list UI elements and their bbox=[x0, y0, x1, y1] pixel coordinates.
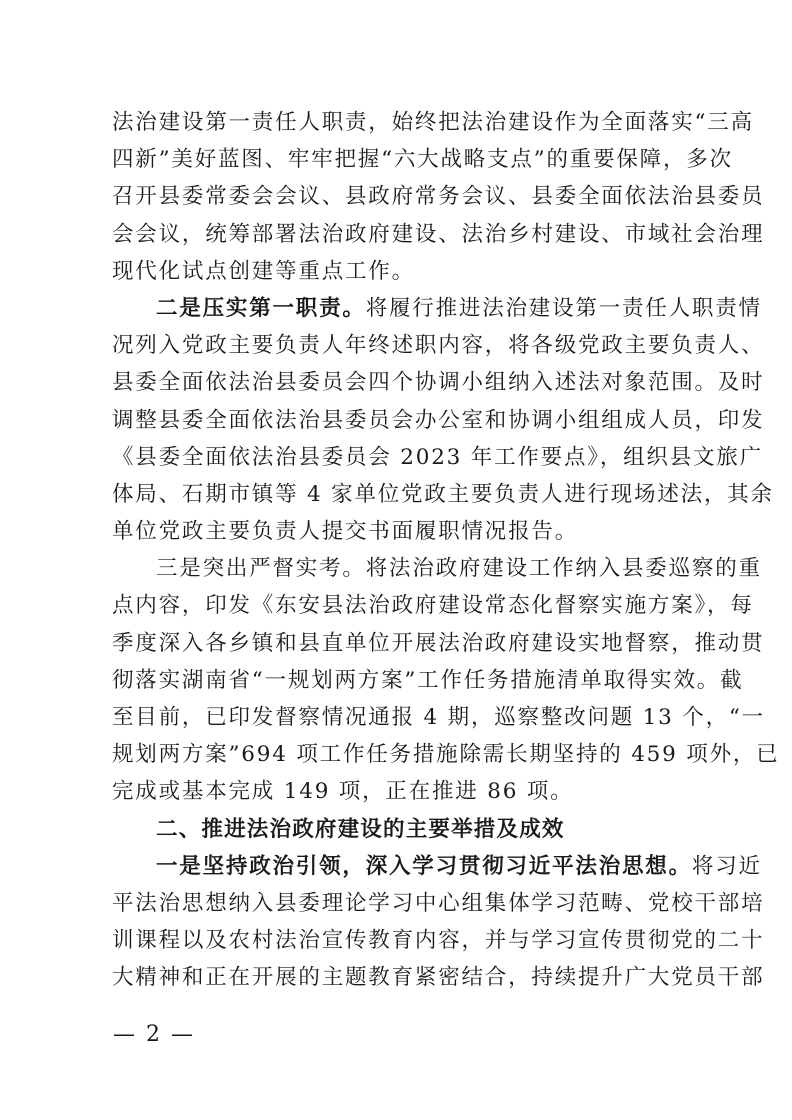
text-line: 彻落实湖南省“一规划两方案”工作任务措施清单取得实效。截 bbox=[112, 667, 744, 693]
paragraph-lead: 一是坚持政治引领，深入学习贯彻习近平法治思想。 bbox=[156, 853, 692, 879]
text-line: 规划两方案”694 项工作任务措施除需长期坚持的 459 项外，已 bbox=[112, 742, 780, 768]
text-line bbox=[112, 848, 762, 885]
text-line: 县委全面依法治县委员会四个协调小组纳入述法对象范围。及时 bbox=[112, 370, 765, 396]
paragraph-first-duty bbox=[112, 290, 774, 550]
text-line: 至目前，已印发督察情况通报 4 期，巡察整改问题 13 个，“一 bbox=[112, 705, 765, 730]
text-line: 训课程以及农村法治宣传教育内容，并与学习宣传贯彻党的二十 bbox=[112, 928, 765, 954]
text-line: 法治建设第一责任人职责，始终把法治建设作为全面落实“三高 bbox=[112, 110, 754, 135]
page-number: — 2 — bbox=[113, 1022, 195, 1047]
text-line: 大精神和正在开展的主题教育紧密结合，持续提升广大党员干部 bbox=[112, 965, 765, 991]
text-line: 单位党政主要负责人提交书面履职情况报告。 bbox=[112, 519, 579, 545]
text-line: 平法治思想纳入县委理论学习中心组集体学习范畴、党校干部培 bbox=[112, 890, 765, 916]
text-line: 况列入党政主要负责人年终述职内容，将各级党政主要负责人、 bbox=[112, 333, 765, 359]
paragraph-political-guidance bbox=[112, 848, 765, 997]
text-line bbox=[112, 290, 762, 327]
section-heading: 二、推进法治政府建设的主要举措及成效 bbox=[156, 816, 565, 842]
text-line: 三是突出严督实考。将法治政府建设工作纳入县委巡察的重 bbox=[156, 556, 762, 582]
paragraph-continuation bbox=[112, 104, 765, 290]
text-span: 将履行推进法治建设第一责任人职责情 bbox=[365, 295, 762, 321]
text-line: 完成或基本完成 149 项，正在推进 86 项。 bbox=[112, 779, 574, 805]
document-body bbox=[112, 104, 780, 997]
text-line: 召开县委常委会会议、县政府常务会议、县委全面依法治县委员 bbox=[112, 184, 765, 210]
text-line: 《县委全面依法治县委员会 2023 年工作要点》，组织县文旅广 bbox=[112, 444, 763, 470]
text-line: 四新”美好蓝图、牢牢把握“六大战略支点”的重要保障，多次 bbox=[112, 147, 733, 173]
text-line: 体局、石期市镇等 4 家单位党政主要负责人进行现场述法，其余 bbox=[112, 481, 774, 507]
text-line: 季度深入各乡镇和县直单位开展法治政府建设实地督察，推动贯 bbox=[112, 630, 765, 656]
paragraph-lead: 二是压实第一职责。 bbox=[156, 295, 366, 321]
paragraph-supervision bbox=[112, 550, 780, 810]
text-line: 调整县委全面依法治县委员会办公室和协调小组组成人员，印发 bbox=[112, 407, 765, 433]
text-line: 现代化试点创建等重点工作。 bbox=[112, 258, 415, 284]
text-line: 会会议，统筹部署法治政府建设、法治乡村建设、市域社会治理 bbox=[112, 221, 765, 247]
text-span: 将习近 bbox=[691, 853, 762, 879]
text-line: 点内容，印发《东安县法治政府建设常态化督察实施方案》，每 bbox=[112, 593, 754, 619]
